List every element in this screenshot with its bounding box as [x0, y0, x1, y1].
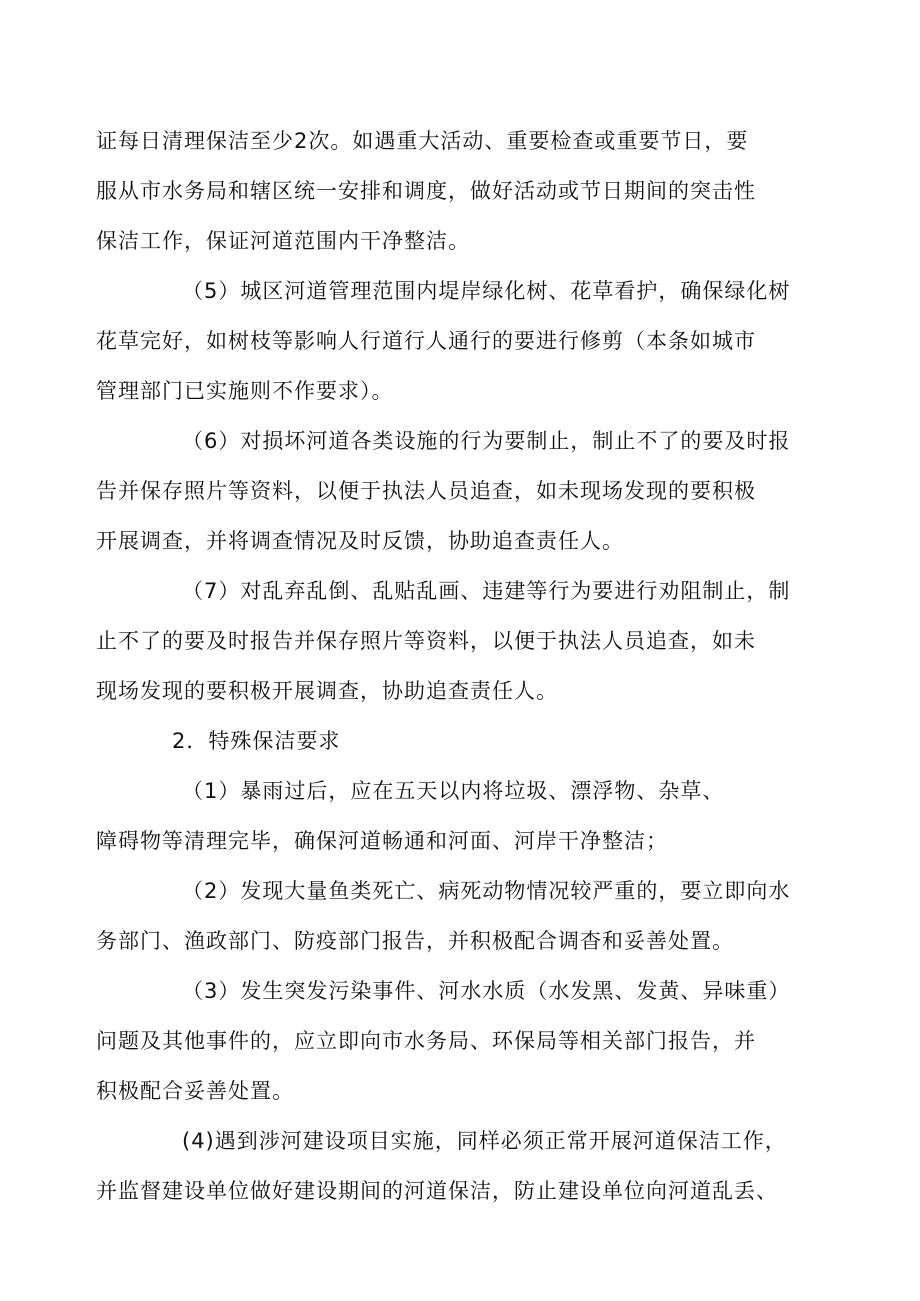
text-line: 务部门、渔政部门、防疫部门报告，并积极配合调杳和妥善处置。 — [96, 929, 734, 953]
text-line: 问题及其他事件的，应立即向市水务局、环保局等相关部门报告，并 — [96, 1029, 756, 1053]
text-line: 障碍物等清理完毕，确保河道畅通和河面、河岸干净整洁； — [96, 829, 668, 853]
text-line: （1）暴雨过后，应在五天以内将垃圾、漂浮物、杂草、 — [182, 779, 725, 803]
text-line: （7）对乱弃乱倒、乱贴乱画、违建等行为要进行劝阻制止，制 — [182, 579, 791, 603]
text-line: （2）发现大量鱼类死亡、病死动物情况较严重的，要立即向水 — [182, 879, 791, 903]
text-line: 并监督建设单位做好建设期间的河道保洁，防止建设单位向河道乱丢、 — [96, 1179, 778, 1203]
text-line: 保洁工作，保证河道范围内干净整洁。 — [96, 229, 470, 253]
text-line: 止不了的要及时报告并保存照片等资料，以便于执法人员追查，如未 — [96, 629, 756, 653]
text-line: （6）对损坏河道各类设施的行为要制止，制止不了的要及时报 — [182, 429, 791, 453]
text-line: 现场发现的要积极开展调查，协助追查责任人。 — [96, 679, 558, 703]
text-line: (4)遇到涉河建设项目实施，同样必须正常开展河道保洁工作， — [182, 1129, 787, 1153]
text-line: 花草完好，如树枝等影响人行道行人通行的要进行修剪（本条如城市 — [96, 329, 756, 353]
text-line: 开展调查，并将调查情况及时反馈，协助追查责任人。 — [96, 529, 624, 553]
text-line: 管理部门已实施则不作要求）。 — [96, 379, 394, 403]
text-line: 服从市水务局和辖区统一安排和调度，做好活动或节日期间的突击性 — [96, 179, 756, 203]
text-line: 告并保存照片等资料，以便于执法人员追查，如未现场发现的要积极 — [96, 479, 756, 503]
text-line: 证每日清理保洁至少2次。如遇重大活动、重要检查或重要节日，要 — [96, 129, 749, 153]
text-line: （3）发生突发污染事件、河水水质（水发黑、发黄、异味重） — [182, 979, 791, 1003]
text-line: （5）城区河道管理范围内堤岸绿化树、花草看护，确保绿化树 — [182, 279, 791, 303]
text-line: 积极配合妥善处置。 — [96, 1079, 294, 1103]
section-heading: 2．特殊保洁要求 — [172, 729, 341, 753]
